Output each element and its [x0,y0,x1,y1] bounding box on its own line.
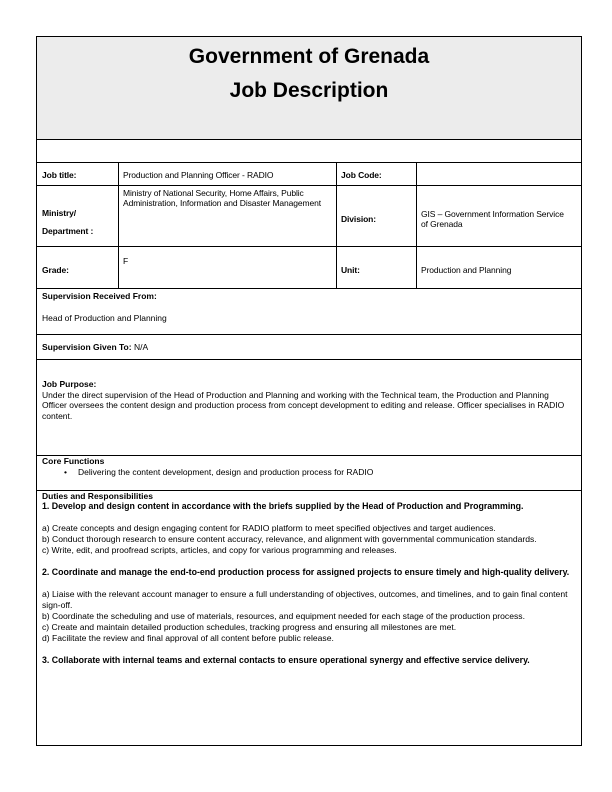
duty-1c: c) Write, edit, and proofread scripts, articles, and copy for various programming and releases. [42,545,397,555]
job-code-label: Job Code: [341,170,382,180]
grade-label: Grade: [42,265,69,275]
supervision-given-value: N/A [133,342,149,352]
duty-2-heading: 2. Coordinate and manage the end-to-end production process for assigned projects to ensure timely and high-quality delivery. [42,567,570,577]
job-purpose-section [42,379,575,421]
job-title-label: Job title: [42,170,77,180]
duties-section [42,492,575,666]
grade-value: F [123,256,129,266]
supervision-received-section [42,291,575,323]
supervision-given-label: Supervision Given To: [42,342,132,352]
header-title: Government of Grenada [188,45,430,68]
divider [37,334,581,335]
duty-1b: b) Conduct thorough research to ensure content accuracy, relevance, and alignment with governmental communication standards. [42,534,537,544]
duty-2a: a) Liaise with the relevant account manager to ensure a full understanding of objectives, outcomes, and timelines, and to gain final content sign-off. [42,589,568,610]
ministry-label-line1: Ministry/ [42,208,77,218]
duty-2c: c) Create and maintain detailed production schedules, tracking progress and ensuring all milestones are met. [42,622,457,632]
supervision-given-section [42,342,575,353]
supervision-received-value: Head of Production and Planning [42,312,167,323]
duty-1-heading: 1. Develop and design content in accordance with the briefs supplied by the Head of Production and Programming. [42,501,524,511]
divider [118,162,119,288]
core-functions-label: Core Functions [42,456,105,466]
duty-2b: b) Coordinate the scheduling and use of materials, resources, and equipment needed for each stage of the production process. [42,611,525,621]
job-description-form [36,36,582,746]
divider [336,162,337,288]
job-purpose-label: Job Purpose: [42,379,97,389]
duties-label: Duties and Responsibilities [42,491,153,501]
document-header [37,37,581,140]
unit-label: Unit: [341,265,360,275]
divider [37,288,581,289]
unit-value: Production and Planning [421,265,512,275]
core-functions-list [42,467,575,478]
core-function-text: Delivering the content development, design and production process for RADIO [78,466,374,477]
division-value: GIS – Government Information Service of Grenada [421,209,564,229]
duty-3-heading: 3. Collaborate with internal teams and external contacts to ensure operational synergy and effective service delivery. [42,655,530,665]
ministry-value: Ministry of National Security, Home Affairs, Public Administration, Information and Disaster Management [123,188,322,208]
ministry-label-line2: Department : [42,226,94,236]
ministry-label [42,204,93,240]
duty-2d: d) Facilitate the review and final approval of all content before public release. [42,633,334,643]
job-title-value: Production and Planning Officer - RADIO [123,170,274,180]
division-label: Division: [341,214,376,224]
bullet-icon: • [64,466,67,477]
duty-1a: a) Create concepts and design engaging content for RADIO platform to meet specified objectives and target audiences. [42,523,496,533]
supervision-received-label: Supervision Received From: [42,291,157,301]
divider [416,162,417,288]
divider [37,359,581,360]
header-subtitle: Job Description [229,79,389,102]
core-functions-section [42,456,575,477]
list-item [64,466,575,478]
job-purpose-text: Under the direct supervision of the Head of Production and Planning and working with the Technical team, the Production and Planning Officer oversees the content design and production process from concept development to editing and release. Officer specialises in RADIO content. [42,389,565,421]
